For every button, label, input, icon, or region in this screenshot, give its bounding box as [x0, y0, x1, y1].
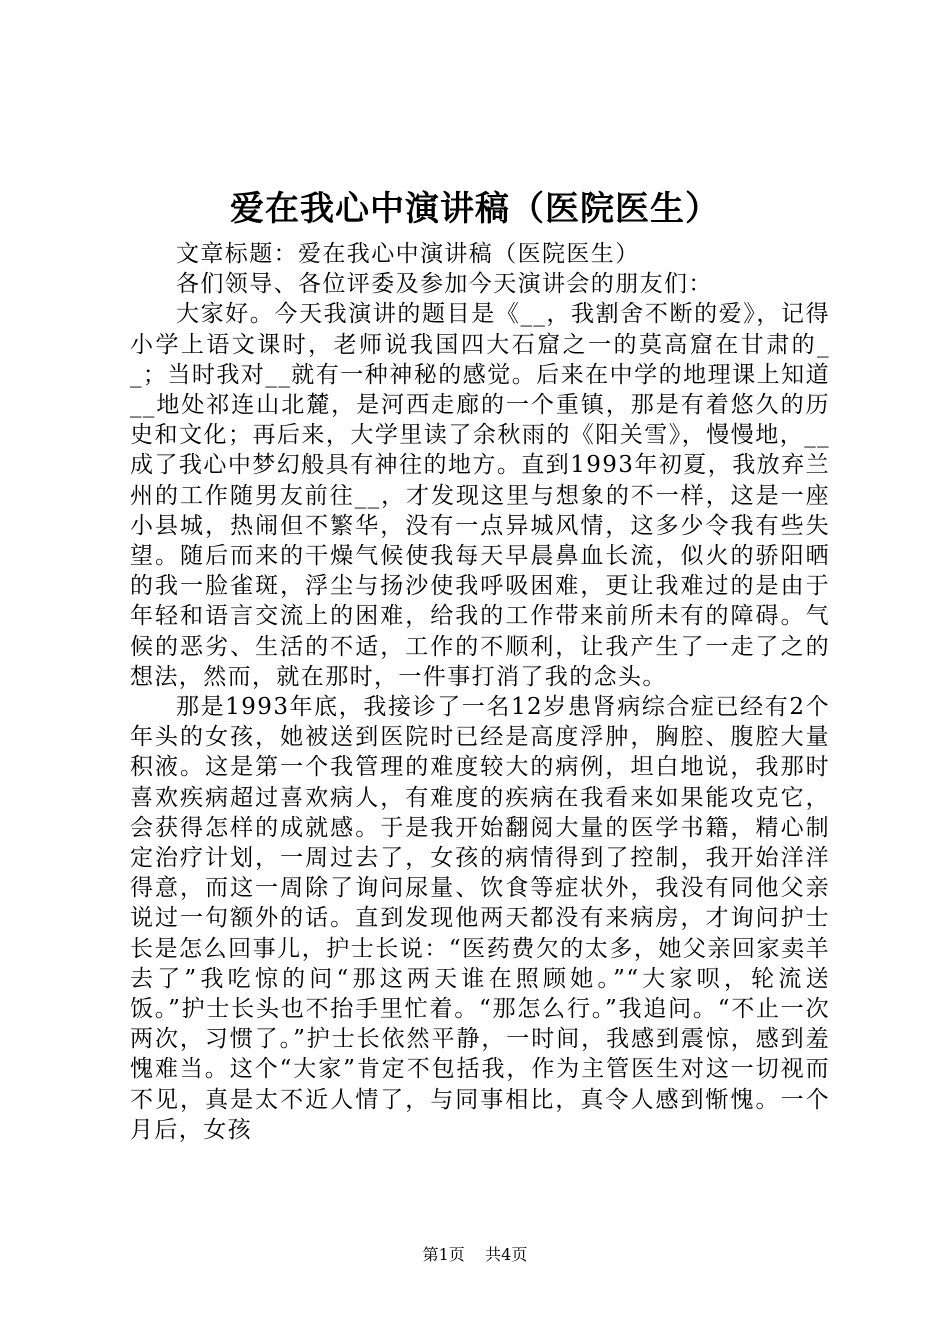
article-title-line: 文章标题：爱在我心中演讲稿（医院医生）	[176, 241, 640, 267]
page-footer	[0, 1244, 950, 1266]
page-total: 共4页	[485, 1245, 528, 1264]
body-paragraph: 大家好。今天我演讲的题目是《__，我割舍不断的爱》，记得小学上语文课时，老师说我国四大石窟之一的莫高窟在甘肃的__；当时我对__就有一种神秘的感觉。后来在中学的地理课上知道__地处祁连山北麓，是河西走廊的一个重镇，那是有着悠久的历史和文化；再后来，大学里读了余秋雨的《阳关雪》，慢慢地，__成了我心中梦幻般具有神往的地方。直到1993年初夏，我放弃兰州的工作随男友前往__，才发现这里与想象的不一样，这是一座小县城，热闹但不繁华，没有一点异城风情，这多少令我有些失望。随后而来的干燥气候使我每天早晨鼻血长流，似火的骄阳晒的我一脸雀斑，浮尘与扬沙使我呼吸困难，更让我难过的是由于年轻和语言交流上的困难，给我的工作带来前所未有的障碍。气候的恶劣、生活的不适，工作的不顺利，让我产生了一走了之的想法，然而，就在那时，一件事打消了我的念头。	[130, 301, 830, 690]
document-body	[130, 239, 830, 1145]
document-title: 爱在我心中演讲稿（医院医生）	[230, 189, 720, 229]
page-number: 第1页	[422, 1245, 465, 1264]
salutation-paragraph: 各们领导、各位评委及参加今天演讲会的朋友们：	[176, 271, 713, 298]
body-paragraph: 那是1993年底，我接诊了一名12岁患肾病综合症已经有2个年头的女孩，她被送到医院时已经是高度浮肿，胸腔、腹腔大量积液。这是第一个我管理的难度较大的病例，坦白地说，我那时喜欢疾病超过喜欢病人，有难度的疾病在我看来如果能攻克它，会获得怎样的成就感。于是我开始翻阅大量的医学书籍，精心制定治疗计划，一周过去了，女孩的病情得到了控制，我开始洋洋得意，而这一周除了询问尿量、饮食等症状外，我没有同他父亲说过一句额外的话。直到发现他两天都没有来病房，才询问护士长是怎么回事儿，护士长说：“医药费欠的太多，她父亲回家卖羊去了”我吃惊的问“那这两天谁在照顾她。”“大家呗，轮流送饭。”护士长头也不抬手里忙着。“那怎么行。”我追问。“不止一次两次，习惯了。”护士长依然平静，一时间，我感到震惊，感到羞愧难当。这个“大家”肯定不包括我，作为主管医生对这一切视而不见，真是太不近人情了，与同事相比，真令人感到惭愧。一个月后，女孩	[130, 694, 830, 1143]
